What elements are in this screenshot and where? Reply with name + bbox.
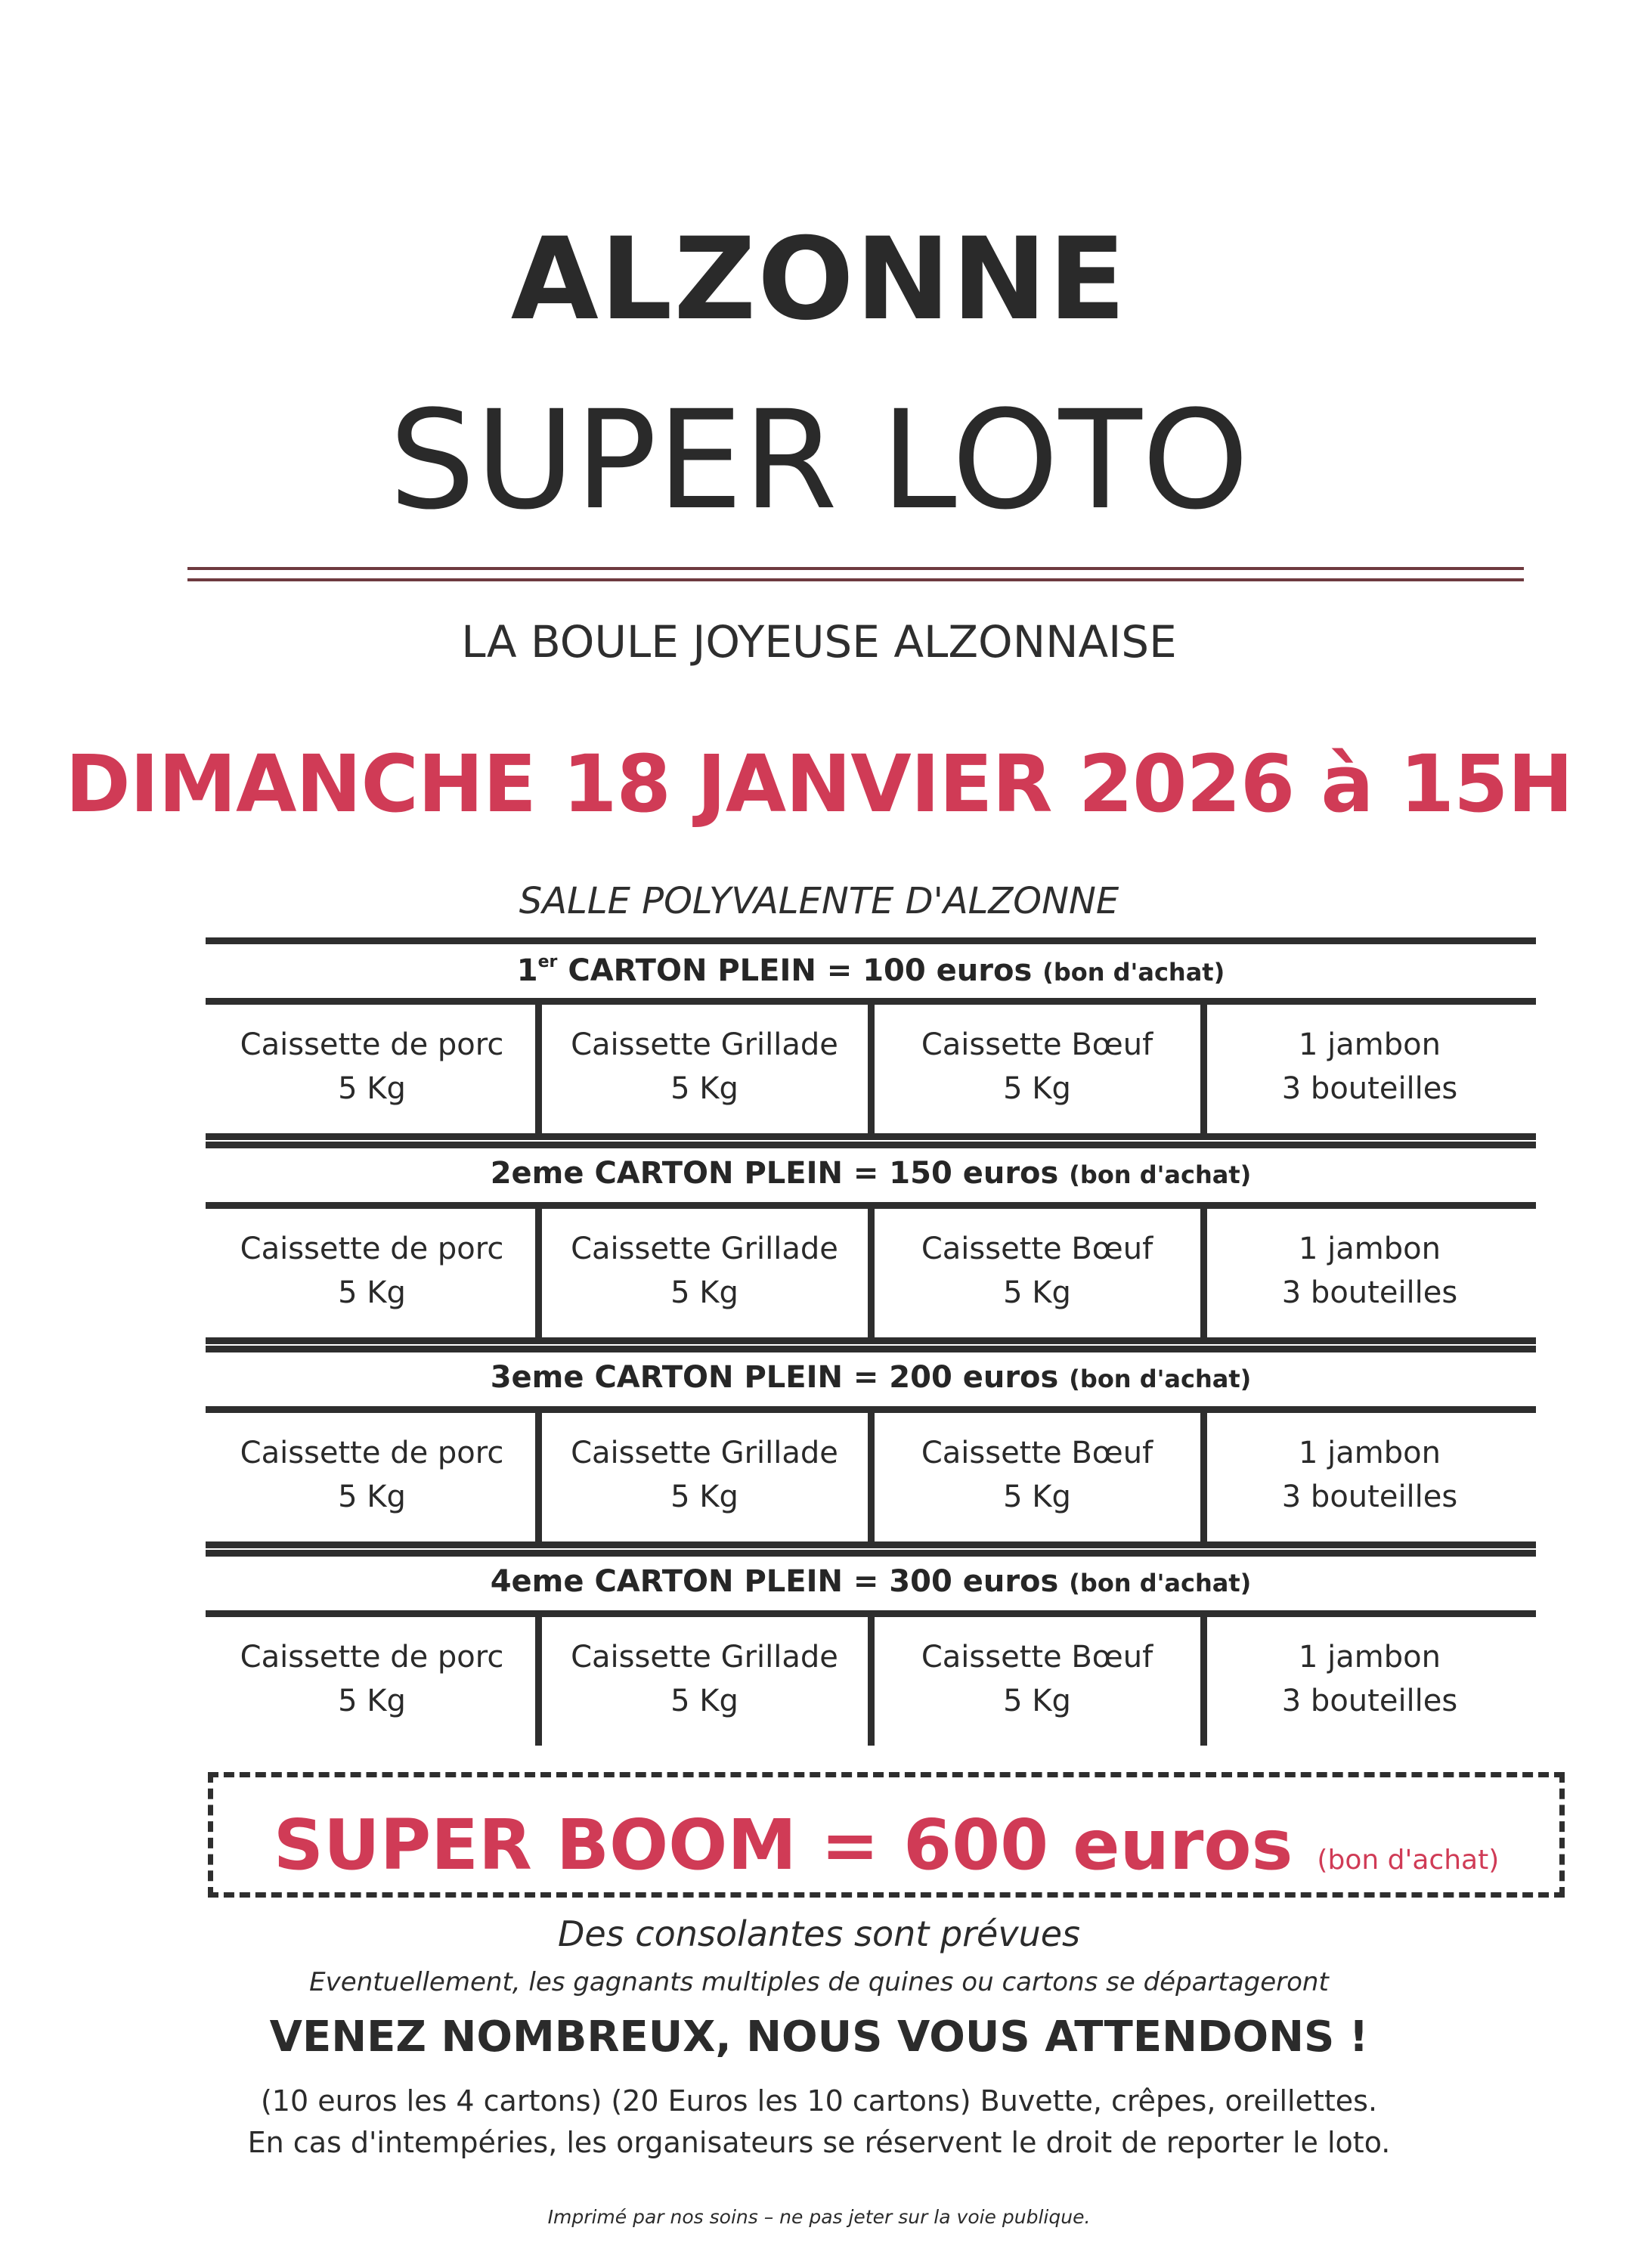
prize-cell: [538, 1413, 871, 1541]
prize-detail: 5 Kg: [670, 1684, 738, 1718]
event-title: SUPER LOTO: [389, 382, 1249, 540]
super-boom: [208, 1805, 1565, 1885]
carton-header: [206, 1156, 1536, 1191]
carton-title: CARTON PLEIN = 150 euros: [594, 1156, 1059, 1191]
carton-header: [206, 1566, 1536, 1597]
prize-detail: 5 Kg: [670, 1071, 738, 1106]
prize-row: [206, 1005, 1536, 1133]
prize-name: Caissette de porc: [240, 1436, 504, 1470]
prize-name: Caissette Bœuf: [921, 1027, 1153, 1062]
printed-note: Imprimé par nos soins – ne pas jeter sur la voie publique.: [547, 2206, 1091, 2228]
prize-name: Caissette Grillade: [571, 1436, 838, 1470]
prize-detail: 5 Kg: [338, 1275, 406, 1310]
carton-rule-middle: [206, 1202, 1536, 1209]
prize-detail: 3 bouteilles: [1281, 1684, 1458, 1718]
prize-detail: 5 Kg: [338, 1684, 406, 1718]
title-rule-bottom: [187, 578, 1524, 581]
carton-ordinal: 3eme: [490, 1360, 584, 1395]
super-boom-title: SUPER BOOM = 600 euros: [273, 1805, 1293, 1885]
prize-detail: 5 Kg: [1003, 1479, 1071, 1514]
prize-cell: [538, 1005, 871, 1133]
prize-row: [206, 1617, 1536, 1746]
carton-rule-bottom: [206, 1337, 1536, 1344]
carton-rule-top: [206, 937, 1536, 944]
price-info: (10 euros les 4 cartons) (20 Euros les 10 cartons) Buvette, crêpes, oreillettes.: [260, 2084, 1378, 2118]
title-rule-top: [187, 567, 1524, 570]
prize-detail: 5 Kg: [1003, 1071, 1071, 1106]
carton-voucher: (bon d'achat): [1069, 1569, 1252, 1597]
consolation-note: Des consolantes sont prévues: [557, 1913, 1081, 1954]
carton-rule-middle: [206, 1406, 1536, 1413]
carton-ordinal-suffix: er: [537, 953, 558, 971]
carton-ordinal: 4eme: [490, 1564, 584, 1599]
carton-ordinal: 1: [516, 953, 538, 988]
carton-title: CARTON PLEIN = 200 euros: [594, 1360, 1059, 1395]
carton-voucher: (bon d'achat): [1069, 1365, 1252, 1393]
prize-name: Caissette de porc: [240, 1640, 504, 1675]
prize-cell: [1203, 1413, 1536, 1541]
town-title: ALZONNE: [510, 214, 1128, 345]
carton-title: CARTON PLEIN = 100 euros: [568, 953, 1033, 988]
prize-cell: [1203, 1005, 1536, 1133]
carton-header: [206, 954, 1536, 986]
carton-voucher: (bon d'achat): [1042, 958, 1225, 987]
carton-rule-top: [206, 1346, 1536, 1352]
prize-row: [206, 1209, 1536, 1337]
prize-name: Caissette Grillade: [571, 1232, 838, 1266]
prize-detail: 3 bouteilles: [1281, 1275, 1458, 1310]
prize-detail: 5 Kg: [338, 1479, 406, 1514]
prize-cell: [871, 1209, 1203, 1337]
prize-detail: 3 bouteilles: [1281, 1071, 1458, 1106]
prize-name: Caissette de porc: [240, 1027, 504, 1062]
prize-row: [206, 1413, 1536, 1541]
prize-name: Caissette Grillade: [571, 1027, 838, 1062]
organizer-name: LA BOULE JOYEUSE ALZONNAISE: [461, 616, 1177, 668]
venue-name: SALLE POLYVALENTE D'ALZONNE: [519, 880, 1119, 922]
prize-name: Caissette Grillade: [571, 1640, 838, 1675]
prize-detail: 5 Kg: [670, 1275, 738, 1310]
carton-rule-bottom: [206, 1541, 1536, 1548]
call-to-action: VENEZ NOMBREUX, NOUS VOUS ATTENDONS !: [269, 2012, 1369, 2062]
prize-detail: 5 Kg: [1003, 1275, 1071, 1310]
prize-cell: [206, 1005, 538, 1133]
prize-name: 1 jambon: [1299, 1027, 1441, 1062]
carton-voucher: (bon d'achat): [1069, 1160, 1252, 1189]
carton-rule-middle: [206, 998, 1536, 1005]
prize-name: 1 jambon: [1299, 1436, 1441, 1470]
carton-rule-top: [206, 1550, 1536, 1557]
prize-detail: 5 Kg: [670, 1479, 738, 1514]
prize-cell: [871, 1617, 1203, 1746]
carton-header: [206, 1362, 1536, 1393]
super-boom-voucher: (bon d'achat): [1317, 1845, 1500, 1876]
prize-name: Caissette de porc: [240, 1232, 504, 1266]
prize-name: 1 jambon: [1299, 1640, 1441, 1675]
prize-name: Caissette Bœuf: [921, 1640, 1153, 1675]
prize-cell: [206, 1209, 538, 1337]
prize-cell: [871, 1005, 1203, 1133]
carton-rule-bottom: [206, 1133, 1536, 1140]
prize-name: Caissette Bœuf: [921, 1436, 1153, 1470]
carton-rule-middle: [206, 1610, 1536, 1617]
prize-detail: 5 Kg: [1003, 1684, 1071, 1718]
prize-cell: [871, 1413, 1203, 1541]
carton-title: CARTON PLEIN = 300 euros: [594, 1564, 1059, 1599]
prize-detail: 3 bouteilles: [1281, 1479, 1458, 1514]
prize-name: 1 jambon: [1299, 1232, 1441, 1266]
carton-rule-top: [206, 1142, 1536, 1148]
weather-note: En cas d'intempéries, les organisateurs se réservent le droit de reporter le loto.: [247, 2126, 1391, 2159]
prize-cell: [1203, 1617, 1536, 1746]
prize-detail: 5 Kg: [338, 1071, 406, 1106]
prize-name: Caissette Bœuf: [921, 1232, 1153, 1266]
event-date: DIMANCHE 18 JANVIER 2026 à 15H: [65, 738, 1573, 830]
prize-cell: [538, 1209, 871, 1337]
tiebreak-note: Eventuellement, les gagnants multiples de quines ou cartons se départageront: [309, 1967, 1329, 1997]
prize-cell: [1203, 1209, 1536, 1337]
carton-ordinal: 2eme: [490, 1156, 584, 1191]
prize-cell: [206, 1413, 538, 1541]
prize-cell: [538, 1617, 871, 1746]
prize-cell: [206, 1617, 538, 1746]
